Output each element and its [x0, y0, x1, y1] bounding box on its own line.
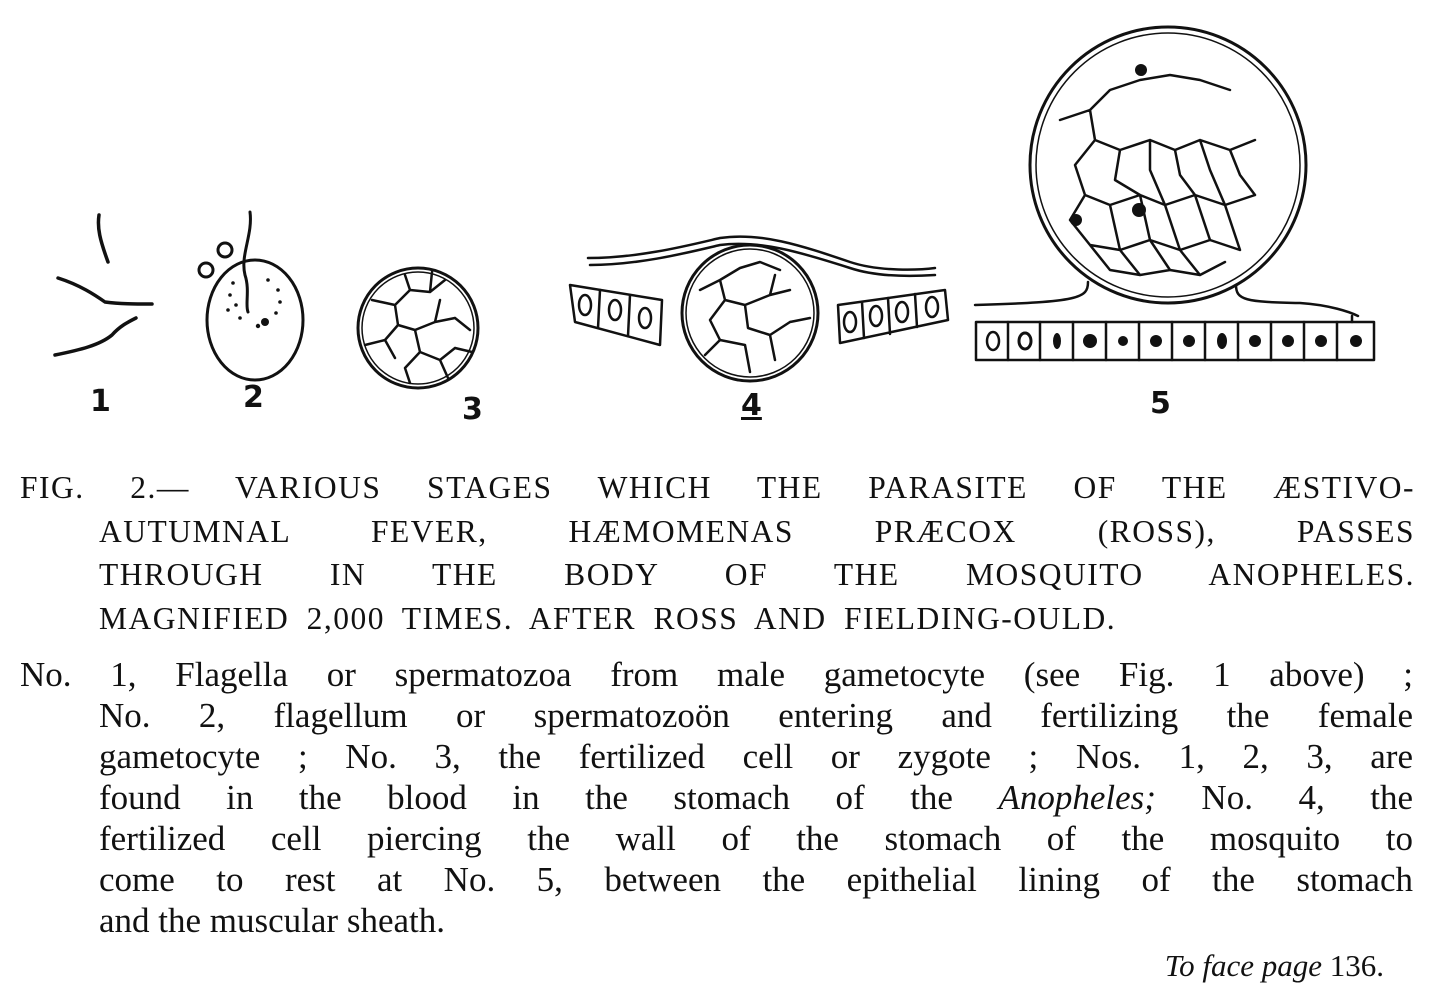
genus-name-italic: Anopheles; [998, 778, 1156, 817]
stage-label-5: 5 [1150, 386, 1171, 421]
caption-line-2: AUTUMNAL FEVER, HÆMOMENAS PRÆCOX (ROSS), PASSES [99, 513, 1415, 549]
legend-line-3: gametocyte ; No. 3, the fertilized cell or zygote ; Nos. 1, 2, 3, are [99, 737, 1413, 776]
stage-label-4: 4 [741, 388, 762, 423]
stage-5-oocyst [975, 27, 1374, 360]
page-reference [1165, 948, 1384, 984]
legend-line-4-pre: found in the blood in the stomach of the [99, 778, 999, 817]
page-reference-number: 136. [1322, 948, 1384, 983]
stage-label-1: 1 [90, 384, 111, 419]
legend-line-4-post: No. 4, the [1155, 778, 1413, 817]
stage-4-wall-piercing [570, 237, 948, 381]
legend-line-4 [20, 777, 1413, 818]
legend-line-2: No. 2, flagellum or spermatozoön entering and fertilizing the female [99, 696, 1413, 735]
legend-line-5: fertilized cell piercing the wall of the stomach of the mosquito to [99, 819, 1413, 858]
stage-1-flagella [55, 215, 152, 355]
figure-caption [20, 466, 1415, 640]
stage-label-2: 2 [243, 380, 264, 415]
parasite-stages-drawing [0, 0, 1442, 440]
figure-illustration [0, 0, 1442, 440]
page-reference-label: To face page [1164, 948, 1322, 983]
legend-line-7: and the muscular sheath. [99, 901, 446, 940]
stage-3-zygote [358, 268, 478, 388]
legend-line-6: come to rest at No. 5, between the epithelial lining of the stomach [99, 860, 1413, 899]
legend-line-1: No. 1, Flagella or spermatozoa from male gametocyte (see Fig. 1 above) ; [20, 655, 1413, 694]
caption-line-4: MAGNIFIED 2,000 TIMES. AFTER ROSS AND FIELDING-OULD. [99, 600, 1117, 636]
stage-2-gametocyte [199, 212, 303, 380]
figure-legend [20, 654, 1413, 941]
caption-line-3: THROUGH IN THE BODY OF THE MOSQUITO ANOPHELES. [99, 557, 1415, 592]
caption-line-1: FIG. 2.— VARIOUS STAGES WHICH THE PARASITE OF THE ÆSTIVO- [20, 470, 1415, 505]
stage-label-3: 3 [462, 392, 483, 427]
